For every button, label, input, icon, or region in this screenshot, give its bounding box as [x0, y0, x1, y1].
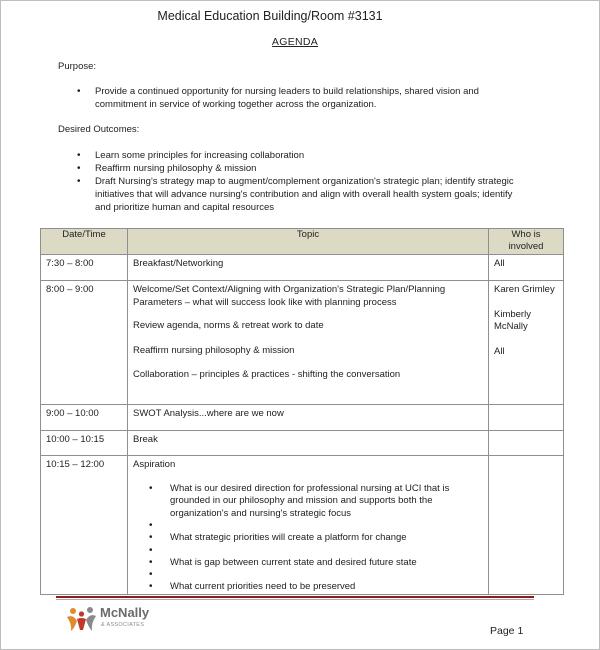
row-who: All [494, 345, 505, 357]
row-who: All [489, 255, 564, 281]
row-who [489, 431, 564, 456]
row-topic: Aspiration [133, 459, 176, 470]
header-topic: Topic [128, 229, 489, 255]
table-row [41, 431, 564, 456]
row-time: 10:15 – 12:00 [41, 456, 128, 595]
footer-rule-shadow [56, 599, 534, 600]
agenda-table [40, 228, 564, 595]
table-row [41, 255, 564, 281]
aspiration-item: • What current priorities need to be preserved [133, 581, 483, 594]
outcome-item: • Learn some principles for increasing collaboration [77, 149, 517, 162]
row-time: 9:00 – 10:00 [41, 405, 128, 431]
row-topic: Welcome/Set Context/Aligning with Organization's Strategic Plan/Planning Parameters – what will success look like with planning process [133, 284, 446, 308]
row-who: Karen Grimley [494, 284, 555, 295]
table-row [41, 456, 564, 595]
row-who [489, 405, 564, 431]
row-topic: SWOT Analysis...where are we now [128, 405, 489, 431]
aspiration-item: • What is our desired direction for professional nursing at UCI that is grounded in our philosophy and mission and supports both the organization's and nursing's strategic focus [133, 483, 483, 521]
row-topic: Break [128, 431, 489, 456]
header-datetime: Date/Time [41, 229, 128, 255]
purpose-label: Purpose: [58, 61, 97, 72]
document-location: Medical Education Building/Room #3131 [157, 9, 383, 23]
row-topic-cell [128, 281, 489, 405]
row-topic: Collaboration – principles & practices - shifting the conversation [133, 369, 401, 380]
aspiration-item: • What strategic priorities will create a platform for change [133, 532, 483, 545]
outcomes-label: Desired Outcomes: [58, 124, 140, 135]
row-topic-cell [128, 456, 489, 595]
header-who: Who is involved [489, 229, 564, 255]
row-topic: Breakfast/Networking [128, 255, 489, 281]
footer-rule [56, 596, 534, 598]
table-header-row [41, 229, 564, 255]
row-who: Kimberly McNally [494, 308, 531, 332]
purpose-item: • Provide a continued opportunity for nursing leaders to build relationships, shared vision and commitment in service of working together across the organization. [77, 85, 517, 111]
agenda-title: AGENDA [271, 36, 319, 48]
row-who-cell [489, 281, 564, 405]
purpose-list [77, 85, 517, 111]
company-logo [65, 603, 175, 633]
row-time: 10:00 – 10:15 [41, 431, 128, 456]
row-topic: Reaffirm nursing philosophy & mission [133, 344, 295, 356]
page-number: Page 1 [490, 625, 524, 637]
row-topic: Review agenda, norms & retreat work to date [133, 320, 324, 331]
row-who [489, 456, 564, 595]
table-row [41, 405, 564, 431]
row-time: 8:00 – 9:00 [41, 281, 128, 405]
aspiration-list [133, 483, 483, 594]
row-time: 7:30 – 8:00 [41, 255, 128, 281]
logo-subtitle: & ASSOCIATES [101, 622, 145, 628]
outcomes-list [77, 149, 517, 214]
table-row [41, 281, 564, 405]
logo-name: McNally [100, 605, 150, 620]
outcome-item: • Draft Nursing's strategy map to augment/complement organization's strategic plan; identify strategic initiatives that will advance nursing's contribution and align with overall health system goals; identify and prioritize human and capital resources [77, 175, 517, 214]
aspiration-item: • What is gap between current state and desired future state [133, 557, 483, 570]
logo-figures-icon [65, 603, 99, 633]
outcome-item: • Reaffirm nursing philosophy & mission [77, 162, 517, 175]
